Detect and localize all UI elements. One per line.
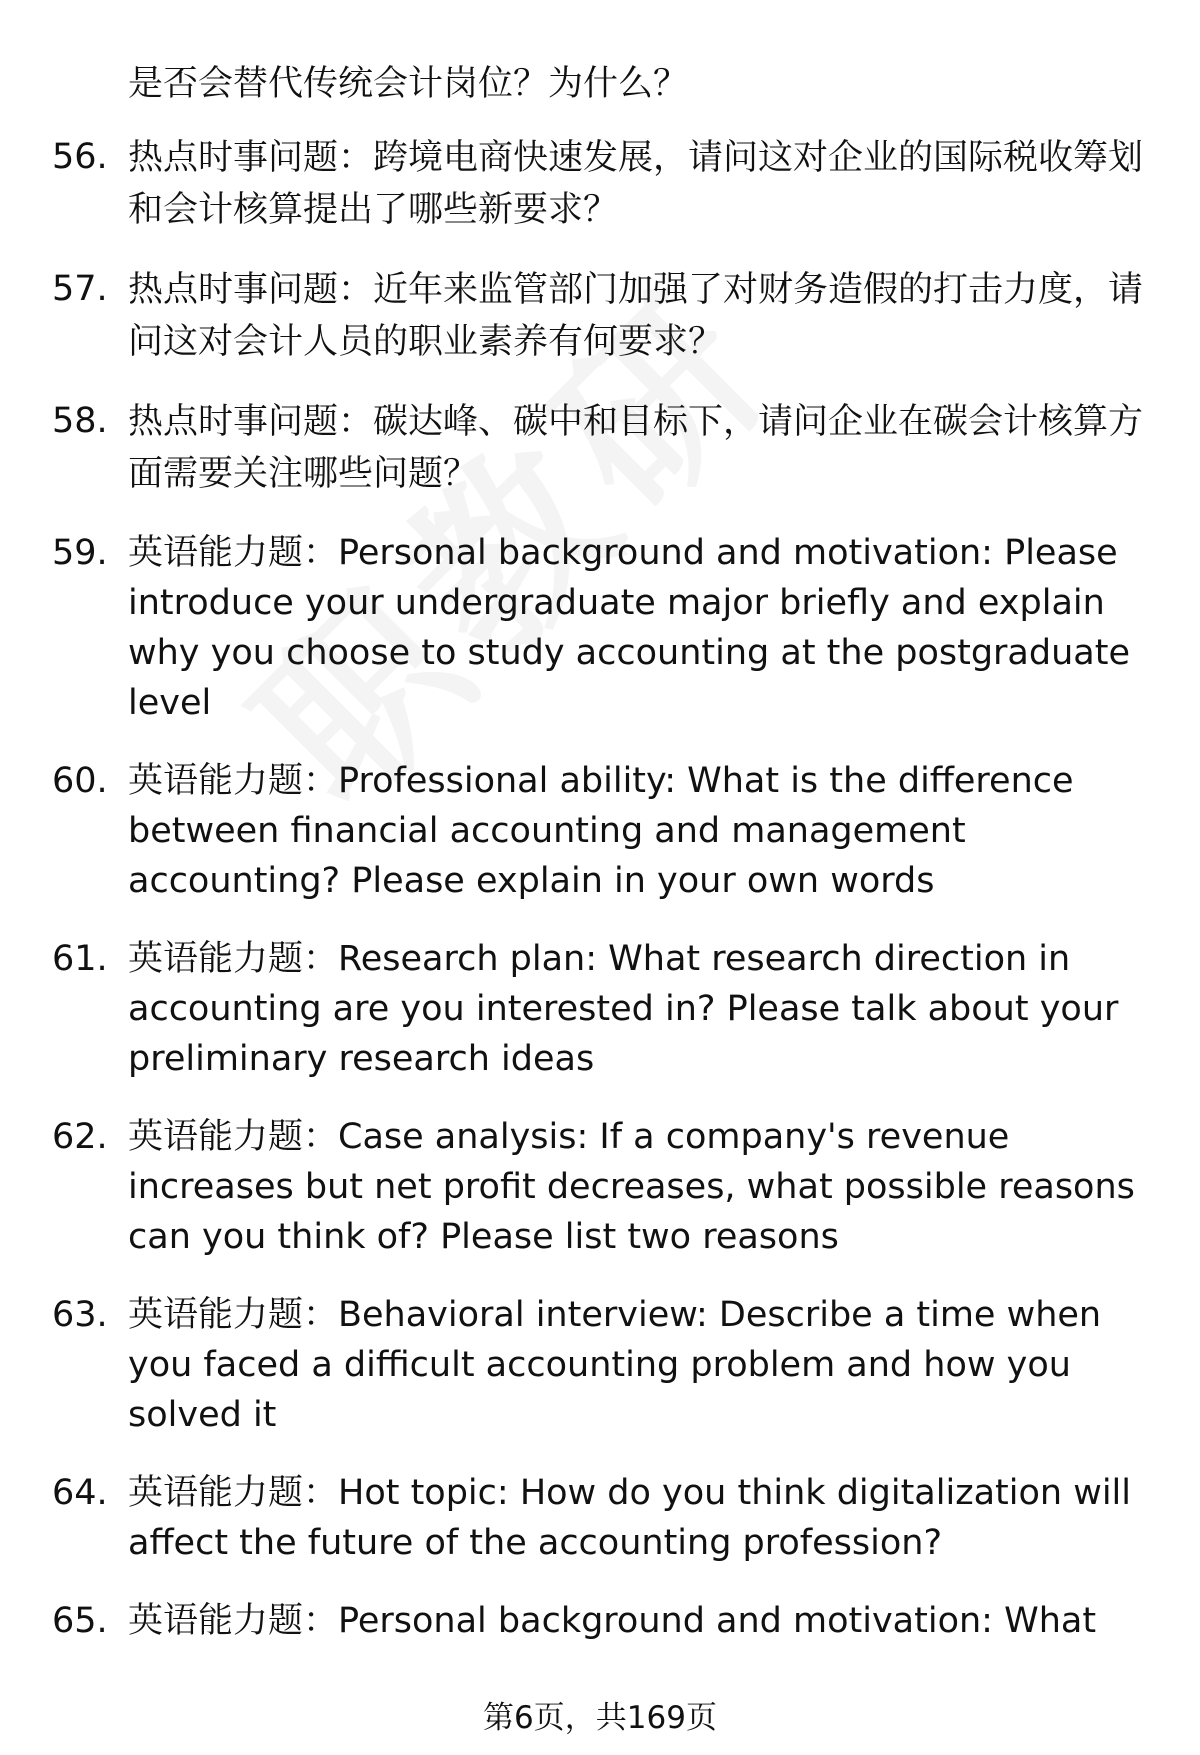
question-item	[52, 756, 1162, 906]
question-item	[52, 1468, 1162, 1568]
question-text: 英语能力题：Professional ability: What is the difference between financial accounting and management accounting? Please explain in your own words	[128, 761, 1074, 901]
question-text: 热点时事问题：碳达峰、碳中和目标下，请问企业在碳会计核算方面需要关注哪些问题？	[128, 402, 1144, 494]
question-number: 64.	[52, 1473, 108, 1513]
question-number: 61.	[52, 939, 108, 979]
question-item	[52, 1596, 1162, 1646]
question-item	[52, 1112, 1162, 1262]
question-item	[52, 132, 1162, 236]
continuation-text: 是否会替代传统会计岗位？为什么？	[128, 64, 689, 104]
question-text: 英语能力题：Research plan: What research direction in accounting are you interested in? Please talk about your preliminary research ideas	[128, 939, 1119, 1079]
question-text: 英语能力题：Behavioral interview: Describe a time when you faced a difficult accounting problem and how you solved it	[128, 1295, 1102, 1435]
question-text: 英语能力题：Personal background and motivation: What	[128, 1601, 1097, 1641]
question-number: 57.	[52, 269, 108, 309]
question-number: 62.	[52, 1117, 108, 1157]
question-text: 热点时事问题：跨境电商快速发展，请问这对企业的国际税收筹划和会计核算提出了哪些新要求？	[128, 138, 1144, 230]
question-text: 英语能力题：Case analysis: If a company's revenue increases but net profit decreases, what possible reasons can you think of? Please list two reasons	[128, 1117, 1135, 1257]
question-item	[52, 396, 1162, 500]
question-number: 60.	[52, 761, 108, 801]
question-item	[52, 528, 1162, 728]
question-number: 65.	[52, 1601, 108, 1641]
page-footer: 第6页，共169页	[483, 1700, 717, 1736]
question-item	[52, 934, 1162, 1084]
question-text: 热点时事问题：近年来监管部门加强了对财务造假的打击力度，请问这对会计人员的职业素养有何要求？	[128, 270, 1144, 362]
question-number: 58.	[52, 401, 108, 441]
question-number: 59.	[52, 533, 108, 573]
question-list	[52, 58, 1162, 1674]
question-text: 英语能力题：Personal background and motivation: Please introduce your undergraduate major briefly and explain why you choose to study accounting at the postgraduate level	[128, 533, 1130, 723]
question-text: 英语能力题：Hot topic: How do you think digitalization will affect the future of the accounting profession?	[128, 1473, 1131, 1563]
question-number: 56.	[52, 137, 108, 177]
question-item	[52, 1290, 1162, 1440]
question-item	[52, 264, 1162, 368]
question-number: 63.	[52, 1295, 108, 1335]
